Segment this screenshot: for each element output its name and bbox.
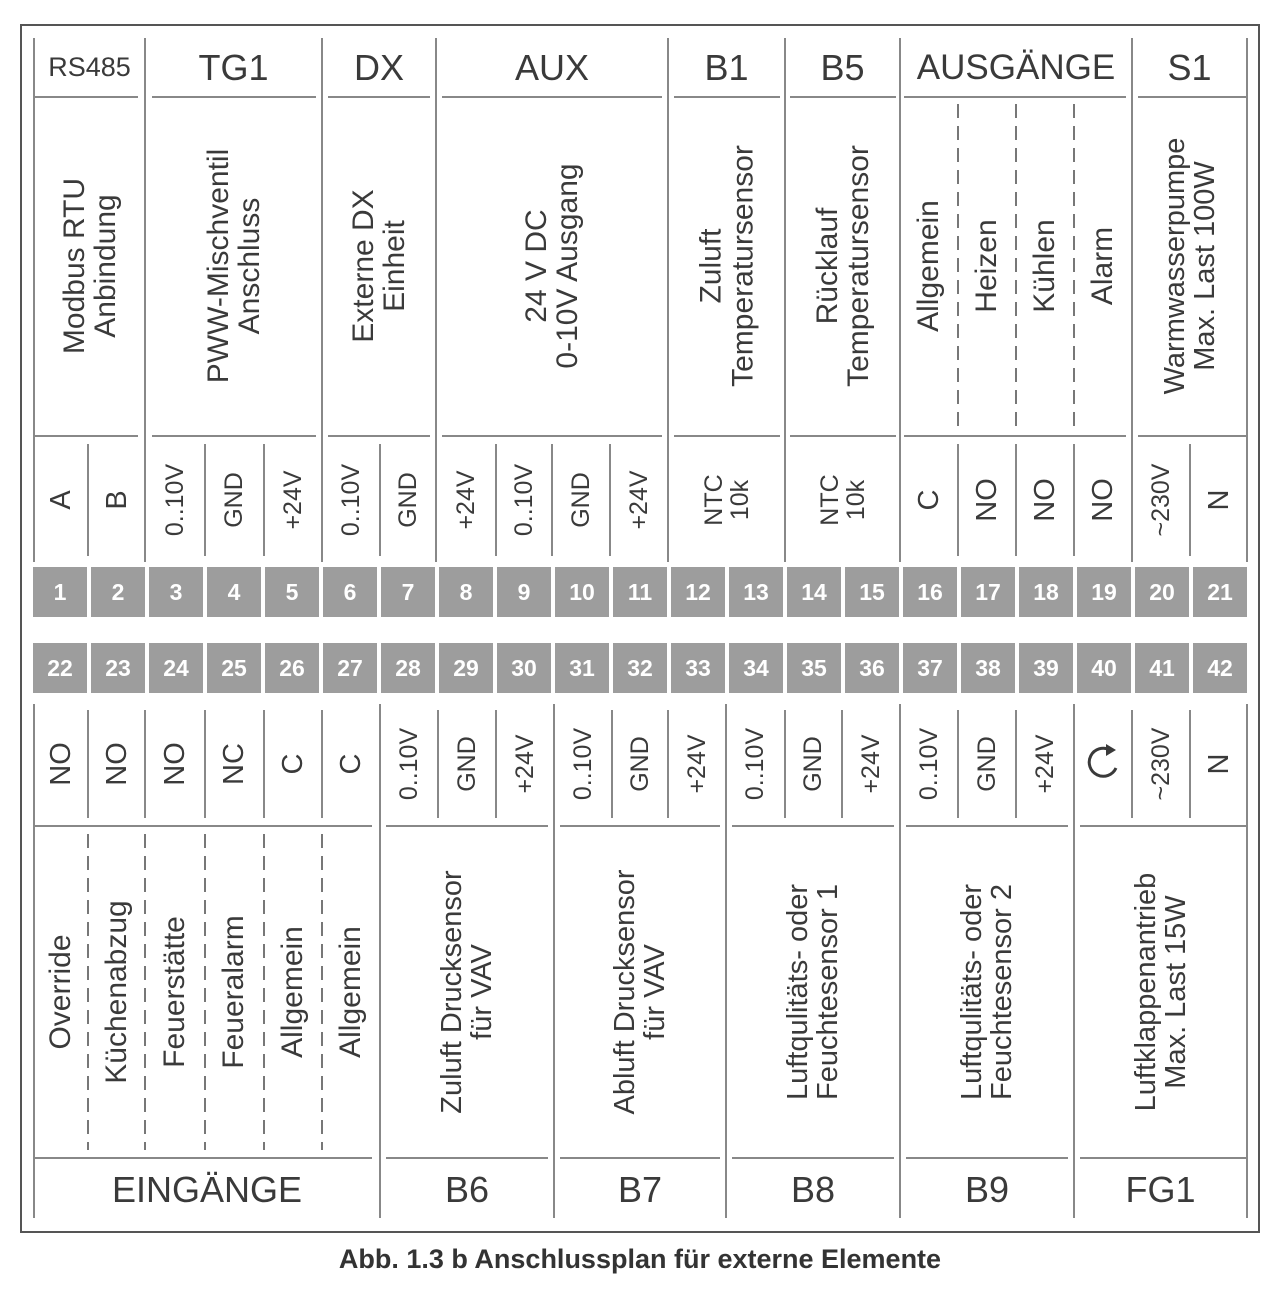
function-b6: Zuluft Drucksensor für VAV: [435, 870, 498, 1114]
function-ausgaenge-kuehlen: Kühlen: [1028, 219, 1062, 313]
function-b8: Luftqulitäts- oder Feuchtesensor 1: [781, 884, 844, 1101]
pin-label: NO: [970, 478, 1003, 522]
footer-b9: B9: [964, 1169, 1010, 1210]
figure-caption: Abb. 1.3 b Anschlussplan für externe Elemente: [338, 1244, 942, 1274]
footer-b8: B8: [790, 1169, 836, 1210]
terminal-bottom-7: 29: [439, 643, 493, 693]
header-dx: DX: [353, 46, 404, 88]
terminal-top-13: 14: [787, 567, 841, 617]
function-override: Override: [44, 934, 78, 1050]
pin-label: NC: [217, 743, 250, 785]
terminal-bottom-2: 24: [149, 643, 203, 693]
function-allgemein-2: Allgemein: [334, 926, 368, 1058]
terminal-bottom-19: 41: [1135, 643, 1189, 693]
function-ausgaenge-alarm: Alarm: [1086, 226, 1120, 306]
function-fg1: Luftklappenantrieb Max. Last 15W: [1129, 872, 1192, 1112]
terminal-bottom-8: 30: [497, 643, 551, 693]
pin-label: +24V: [682, 734, 711, 794]
pin-label: 0..10V: [336, 463, 365, 537]
terminal-bottom-1: 23: [91, 643, 145, 693]
terminal-bottom-13: 35: [787, 643, 841, 693]
terminal-top-19: 20: [1135, 567, 1189, 617]
terminal-top-1: 2: [91, 567, 145, 617]
footer-fg1: FG1: [1125, 1169, 1196, 1210]
terminal-top-12: 13: [729, 567, 783, 617]
header-ausgaenge: AUSGÄNGE: [916, 47, 1116, 87]
header-b5: B5: [820, 46, 865, 88]
pin-label: A: [44, 490, 77, 510]
pin-label: C: [912, 489, 945, 511]
pin-label: C: [334, 753, 367, 775]
function-b1: Zuluft Temperatursensor: [694, 145, 759, 387]
pin-label: 0..10V: [568, 727, 597, 801]
pin-label: N: [1202, 489, 1235, 511]
terminal-top-5: 6: [323, 567, 377, 617]
pin-label: 0..10V: [160, 463, 189, 537]
terminal-top-6: 7: [381, 567, 435, 617]
pin-label: 0..10V: [394, 727, 423, 801]
function-b5: Rücklauf Temperatursensor: [810, 145, 875, 387]
terminal-top-8: 9: [497, 567, 551, 617]
pin-label: NO: [1086, 478, 1119, 522]
pin-label: +24V: [278, 470, 307, 530]
terminal-top-3: 4: [207, 567, 261, 617]
function-allgemein-1: Allgemein: [276, 926, 310, 1058]
pin-label: +24V: [624, 470, 653, 530]
pin-label: N: [1202, 753, 1235, 775]
pin-label: 0..10V: [509, 463, 538, 537]
terminal-bottom-5: 27: [323, 643, 377, 693]
terminal-bottom-4: 26: [265, 643, 319, 693]
terminal-bottom-12: 34: [729, 643, 783, 693]
terminal-bottom-17: 39: [1019, 643, 1073, 693]
footer-b6: B6: [444, 1169, 490, 1210]
function-s1: Warmwasserpumpe Max. Last 100W: [1158, 137, 1221, 395]
pin-label: 0..10V: [914, 727, 943, 801]
terminal-bottom-9: 31: [555, 643, 609, 693]
header-tg1: TG1: [198, 46, 269, 88]
terminal-top-15: 16: [903, 567, 957, 617]
pin-label: NTC 10k: [699, 474, 754, 526]
rotate-icon: [1084, 742, 1124, 786]
pin-label: GND: [972, 736, 1001, 792]
pin-label: NO: [158, 742, 191, 786]
function-kuechenabzug: Küchenabzug: [100, 900, 134, 1084]
function-tg1: PWW-Mischventil Anschluss: [201, 148, 266, 384]
function-aux: 24 V DC 0-10V Ausgang: [519, 163, 584, 369]
terminal-top-14: 15: [845, 567, 899, 617]
header-b1: B1: [704, 46, 749, 88]
terminal-bottom-20: 42: [1193, 643, 1247, 693]
pin-label: NO: [44, 742, 77, 786]
pin-label: GND: [798, 736, 827, 792]
pin-label: GND: [452, 736, 481, 792]
pin-label: GND: [566, 472, 595, 528]
header-rs485: RS485: [48, 52, 131, 82]
terminal-bottom-14: 36: [845, 643, 899, 693]
terminal-top-17: 18: [1019, 567, 1073, 617]
pin-label: NO: [100, 742, 133, 786]
terminal-bottom-0: 22: [33, 643, 87, 693]
pin-label: GND: [625, 736, 654, 792]
footer-eingaenge: EINGÄNGE: [111, 1169, 303, 1210]
terminal-top-10: 11: [613, 567, 667, 617]
header-aux: AUX: [514, 46, 590, 88]
terminal-bottom-3: 25: [207, 643, 261, 693]
terminal-top-11: 12: [671, 567, 725, 617]
terminal-bottom-15: 37: [903, 643, 957, 693]
footer-b7: B7: [617, 1169, 663, 1210]
pin-label: C: [276, 753, 309, 775]
terminal-bottom-10: 32: [613, 643, 667, 693]
terminal-top-20: 21: [1193, 567, 1247, 617]
pin-label: +24V: [1030, 734, 1059, 794]
function-b7: Abluft Drucksensor für VAV: [608, 869, 671, 1115]
function-ausgaenge-heizen: Heizen: [970, 219, 1004, 313]
pin-label: ~230V: [1146, 727, 1175, 801]
pin-label: NTC 10k: [815, 474, 870, 526]
terminal-top-16: 17: [961, 567, 1015, 617]
pin-label: ~230V: [1146, 463, 1175, 537]
terminal-top-18: 19: [1077, 567, 1131, 617]
function-b9: Luftqulitäts- oder Feuchtesensor 2: [955, 884, 1018, 1101]
terminal-bottom-16: 38: [961, 643, 1015, 693]
pin-label: +24V: [510, 734, 539, 794]
terminal-bottom-18: 40: [1077, 643, 1131, 693]
header-s1: S1: [1167, 46, 1212, 88]
pin-label: B: [100, 490, 133, 510]
pin-label: +24V: [451, 470, 480, 530]
function-feueralarm: Feueralarm: [217, 915, 251, 1069]
pin-label: 0..10V: [740, 727, 769, 801]
terminal-bottom-11: 33: [671, 643, 725, 693]
function-dx: Externe DX Einheit: [346, 189, 411, 343]
terminal-top-9: 10: [555, 567, 609, 617]
terminal-top-4: 5: [265, 567, 319, 617]
pin-label: +24V: [856, 734, 885, 794]
pin-label: GND: [393, 472, 422, 528]
pin-label: NO: [1028, 478, 1061, 522]
terminal-top-2: 3: [149, 567, 203, 617]
pin-label: GND: [219, 472, 248, 528]
terminal-top-0: 1: [33, 567, 87, 617]
function-ausgaenge-allgemein: Allgemein: [912, 200, 946, 332]
function-feuerstaette: Feuerstätte: [158, 916, 192, 1068]
function-rs485: Modbus RTU Anbindung: [57, 177, 122, 355]
terminal-bottom-6: 28: [381, 643, 435, 693]
terminal-top-7: 8: [439, 567, 493, 617]
